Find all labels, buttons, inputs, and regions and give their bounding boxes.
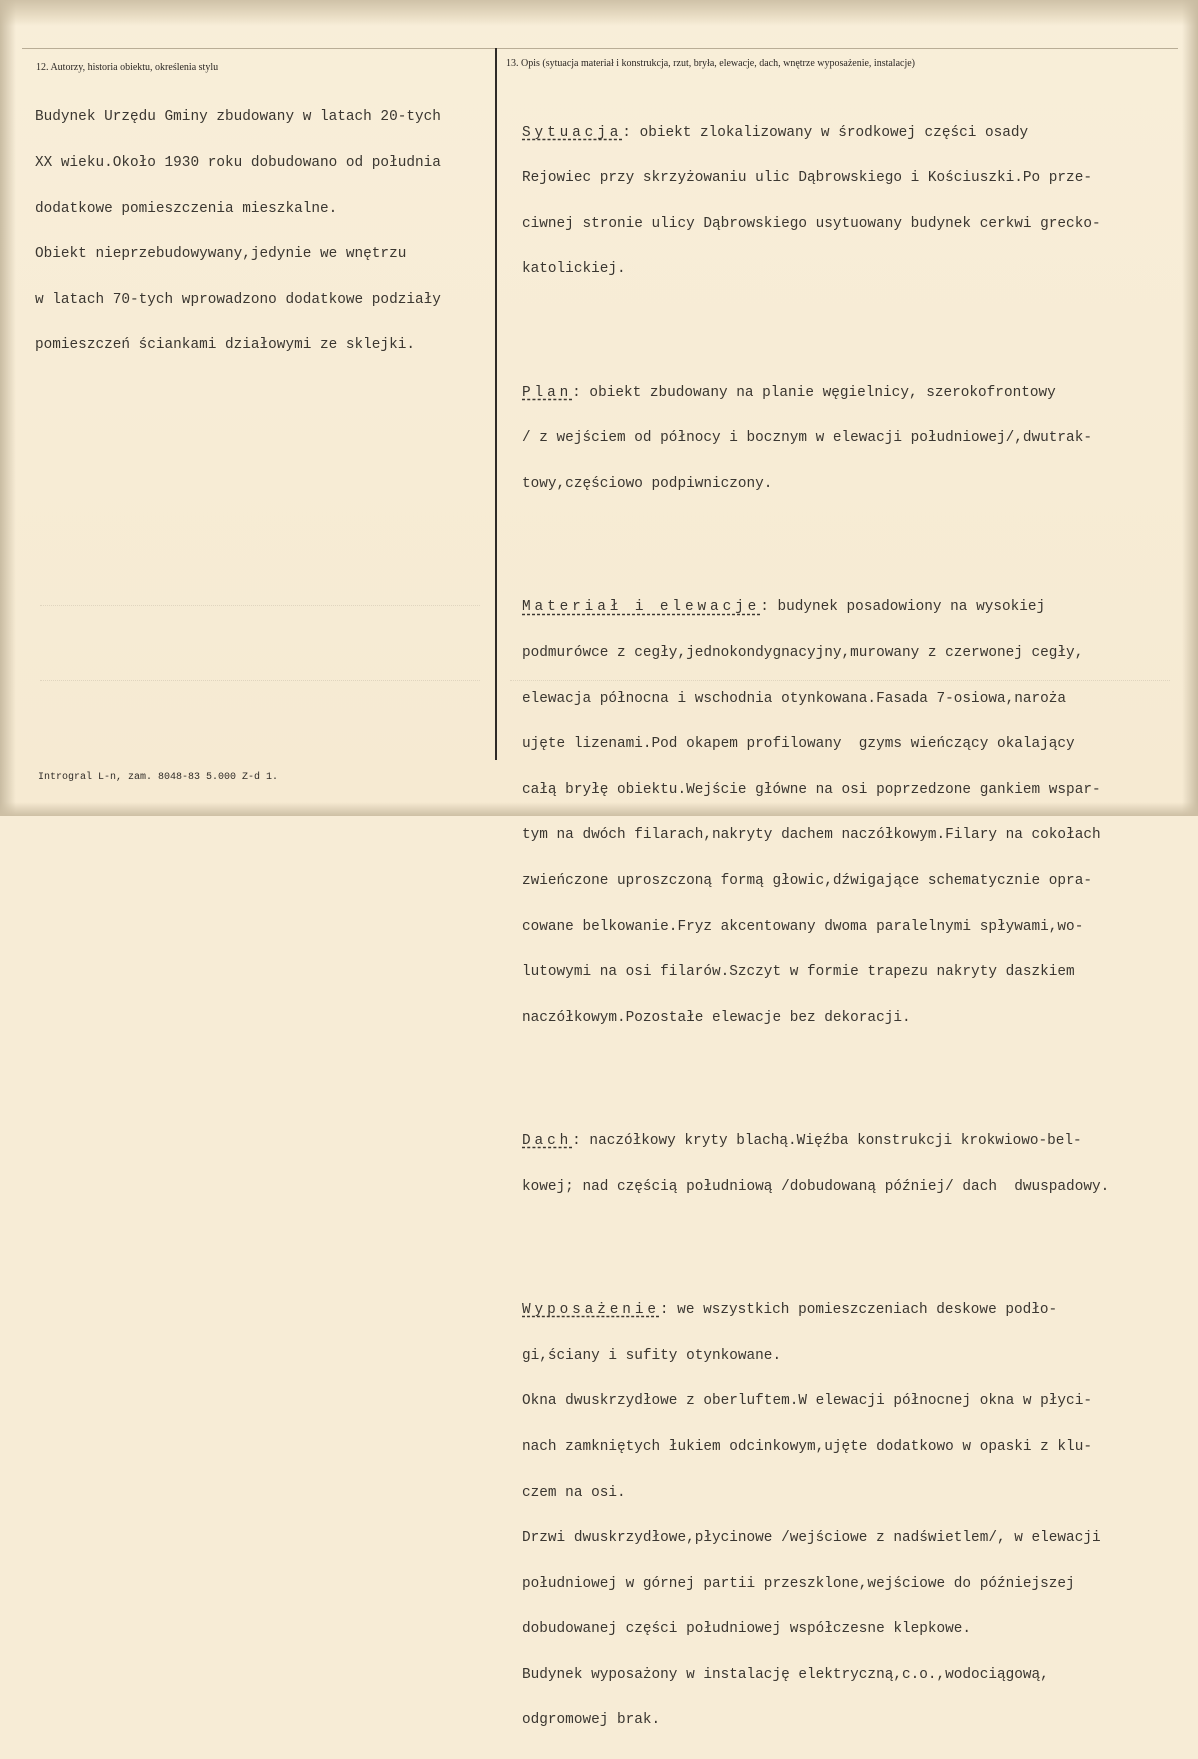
paragraph-gap [522,1056,1109,1073]
paragraph-first-line [522,1303,1109,1318]
text-line: czem na osi. [522,1484,626,1501]
text-line: Rejowiec przy skrzyżowaniu ulic Dąbrowskiego i Kościuszki.Po prze- [522,170,1092,187]
text-line: Budynek Urzędu Gminy zbudowany w latach 20-tych [35,109,441,126]
text-line: Budynek wyposażony w instalację elektryczną,c.o.,wodociągową, [522,1666,1049,1683]
section-12-text [35,80,441,384]
paragraph-first-line [522,386,1109,401]
top-rule [22,48,1178,49]
text-line: towy,częściowo podpiwniczony. [522,475,773,492]
ghost-rule [40,680,480,681]
paragraph-first-rest: : naczółkowy kryty blachą.Więźba konstrukcji krokwiowo-bel- [572,1133,1082,1150]
paragraph-label: Wyposażenie [522,1302,660,1319]
text-line: ujęte lizenami.Pod okapem profilowany gzyms wieńczący okalający [522,736,1075,753]
text-line: południowej w górnej partii przeszklone,wejściowe do późniejszej [522,1575,1075,1592]
paragraph-gap [522,523,1109,540]
text-line: Obiekt nieprzebudowywany,jedynie we wnętrzu [35,246,407,263]
paragraph-first-line [522,1134,1109,1149]
section-13-heading: 13. Opis (sytuacja materiał i konstrukcja, rzut, bryła, elewacje, dach, wnętrze wyposażenie, instalacje) [506,58,915,69]
text-line: tym na dwóch filarach,nakryty dachem naczółkowym.Filary na cokołach [522,827,1101,844]
text-line: Drzwi dwuskrzydłowe,płycinowe /wejściowe z nadświetlem/, w elewacji [522,1530,1101,1547]
paragraph-gap [522,308,1109,325]
text-line: całą bryłę obiektu.Wejście główne na osi poprzedzone gankiem wspar- [522,781,1101,798]
paragraph-label: Dach [522,1133,573,1150]
text-line: XX wieku.Około 1930 roku dobudowano od południa [35,155,441,171]
text-line: zwieńczone uproszczoną formą głowic,dźwigające schematycznie opra- [522,872,1092,889]
text-line: elewacja północna i wschodnia otynkowana.Fasada 7-osiowa,naroża [522,690,1067,707]
paragraph-first-rest: : obiekt zbudowany na planie węgielnicy, szerokofrontowy [572,384,1056,401]
paragraph-first-rest: : budynek posadowiony na wysokiej [760,599,1046,616]
ghost-rule [40,605,480,606]
text-line: lutowymi na osi filarów.Szczyt w formie trapezu nakryty daszkiem [522,964,1075,981]
text-line: odgromowej brak. [522,1712,661,1729]
paragraph-label: Plan [522,384,573,401]
paragraph-first-rest: : obiekt zlokalizowany w środkowej części osady [622,124,1029,141]
column-divider [495,48,497,760]
paper-edge-top [0,0,1198,26]
paragraph-first-rest: : we wszystkich pomieszczeniach deskowe podło- [659,1302,1058,1319]
paragraph-gap [522,1225,1109,1242]
text-line: nach zamkniętych łukiem odcinkowym,ujęte dodatkowo w opaski z klu- [522,1438,1092,1455]
paragraph-label: Materiał i elewacje [522,599,761,616]
text-line: gi,ściany i sufity otynkowane. [522,1347,782,1364]
text-line: podmurówce z cegły,jednokondygnacyjny,murowany z czerwonej cegły, [522,644,1084,661]
paragraph-label: Sytuacja [522,124,623,141]
text-line: cowane belkowanie.Fryz akcentowany dwoma paralelnymi spływami,wo- [522,918,1084,935]
paragraph-first-line [522,600,1109,615]
text-line: kowej; nad częścią południową /dobudowaną później/ dach dwuspadowy. [522,1178,1110,1195]
text-line: dobudowanej części południowej współczesne klepkowe. [522,1621,972,1638]
text-line: dodatkowe pomieszczenia mieszkalne. [35,200,338,217]
section-13-text [522,80,1109,1759]
text-line: Okna dwuskrzydłowe z oberluftem.W elewacji północnej okna w płyci- [522,1393,1092,1410]
text-line: katolickiej. [522,261,626,278]
paper-edge-left [0,0,16,816]
section-12-heading: 12. Autorzy, historia obiektu, określenia stylu [36,62,219,73]
text-line: naczółkowym.Pozostałe elewacje bez dekoracji. [522,1009,911,1026]
text-line: / z wejściem od północy i bocznym w elewacji południowej/,dwutrak- [522,430,1092,447]
text-line: ciwnej stronie ulicy Dąbrowskiego usytuowany budynek cerkwi grecko- [522,215,1101,232]
paper-edge-right [1182,0,1198,816]
paragraph-first-line [522,126,1109,141]
printer-imprint: Introgral L-n, zam. 8048-83 5.000 Z-d 1. [38,772,279,783]
text-line: w latach 70-tych wprowadzono dodatkowe podziały [35,291,441,308]
text-line: pomieszczeń ściankami działowymi ze sklejki. [35,337,415,354]
